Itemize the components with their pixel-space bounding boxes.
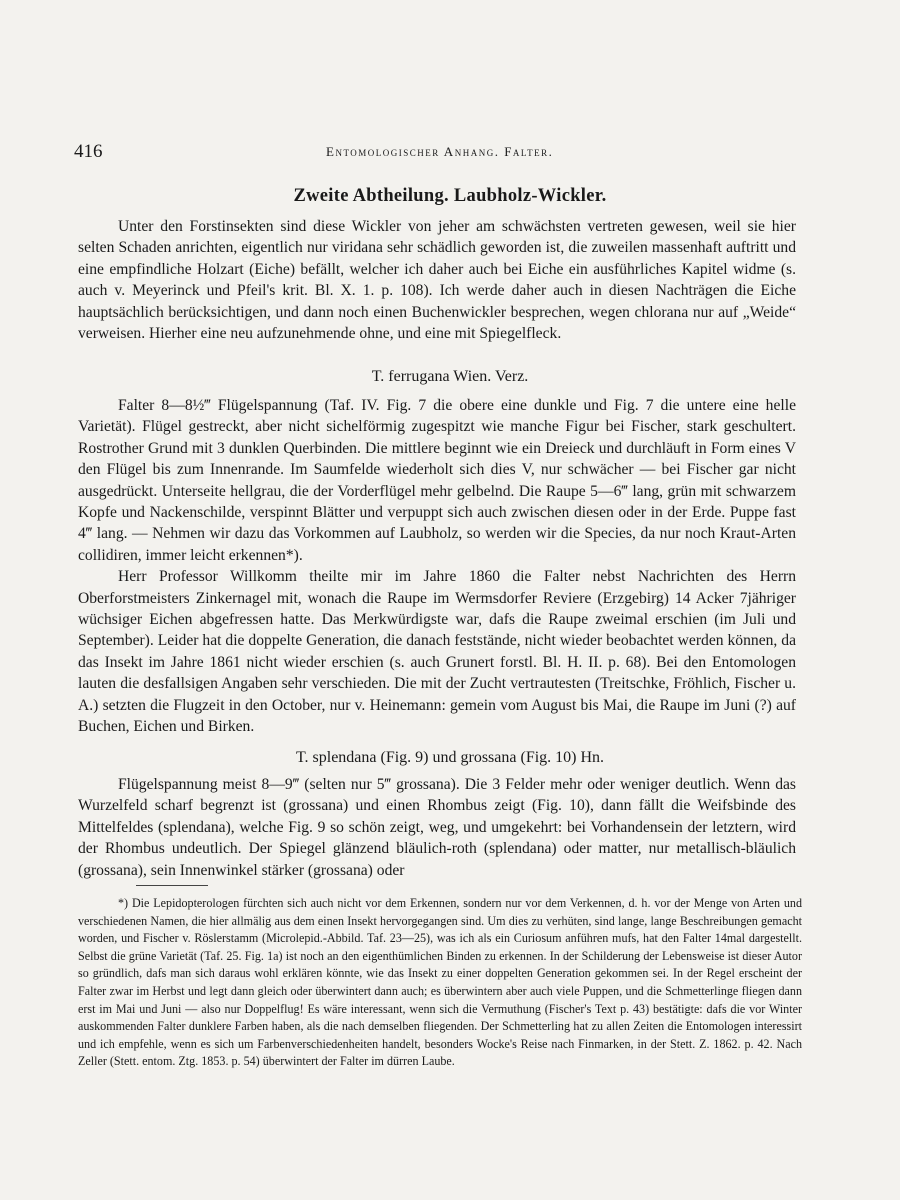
splendana-block [78, 774, 796, 881]
splendana-heading: T. splendana (Fig. 9) und grossana (Fig. 10) Hn. [295, 749, 605, 766]
running-head: Entomologischer Anhang. Falter. [326, 144, 554, 159]
splendana-paragraph-1: Flügelspannung meist 8—9‴ (selten nur 5‴ grossana). Die 3 Felder mehr oder weniger deutlich. Wenn das Wurzelfeld scharf begrenzt ist (grossana) und einen Rhombus zeigt (Fig. 10), dann fällt die Weifsbinde des Mittelfeldes (splendana), welche Fig. 9 so schön zeigt, weg, und umgekehrt: bei Vorhandensein der letztern, wird der Rhombus undeutlich. Der Spiegel glänzend bläulich-roth (splendana) oder matter, nur metallisch-bläulich (grossana), sein Innenwinkel stärker (grossana) oder [78, 776, 796, 879]
footnote [78, 895, 802, 1071]
ferrugana-block [78, 395, 796, 738]
ferrugana-heading: T. ferrugana Wien. Verz. [371, 368, 529, 385]
footnote-text: *) Die Lepidopterologen fürchten sich auch nicht vor dem Erkennen, sondern nur vor dem Verkennen, d. h. vor der Menge von Arten und verschiedenen Namen, die hier allmälig aus dem einen Insekt hervorgegangen sind. Um dies zu verhüten, sind lange, lange Beschreibungen gemacht worden, und Fischer v. Röslerstamm (Microlepid.-Abbild. Taf. 23—25), was ich als ein Curiosum anführen mufs, hat den Falter 14mal dargestellt. Selbst die grüne Varietät (Taf. 25. Fig. 1a) ist noch an den eigenthümlichen Binden zu erkennen. In der Schilderung der Lebensweise ist dieser Autor so gründlich, dafs man sich daraus wohl erklären könnte, wie das Insekt zu einer doppelten Generation gekommen sei. In der Regel erscheint der Falter zwar im Herbst und legt dann gleich oder überwintert dann auch; es überwintern aber auch viele Puppen, und die Schmetterlinge fliegen dann erst im Mai und Juni — also nur Doppelflug! Es wäre interessant, wenn sich die Vermuthung (Fischer's Text p. 43) bestätigte: dafs die vor Winter auskommenden Falter dunklere Farben haben, als die nach demselben fliegenden. Der Schmetterling hat zu allen Zeiten die Entomologen interessirt und ich empfehle, wenn es sich um Farbenverschiedenheiten handelt, besonders Wocke's Reise nach Finmarken, in der Stett. Z. 1862. p. 42. Nach Zeller (Stett. entom. Ztg. 1853. p. 54) überwintert der Falter im dürren Laube. [78, 896, 802, 1069]
footnote-divider [136, 885, 208, 886]
page-header [74, 141, 830, 165]
page-number: 416 [74, 141, 103, 162]
intro-paragraph: Unter den Forstinsekten sind diese Wickler von jeher am schwächsten vertreten gewesen, weil sie hier selten Schaden anrichten, eigentlich nur viridana sehr schädlich geworden ist, die zuweilen massenhaft auftritt und eine empfindliche Holzart (Eiche) befällt, welcher ich daher auch bei Eiche ein ausführliches Kapitel widme (s. auch v. Meyerinck und Pfeil's krit. Bl. X. 1. p. 108). Ich werde daher auch in diesen Nachträgen die Eiche hauptsächlich berücksichtigen, und dann noch einen Buchenwickler besprechen, wegen chlorana nur auf „Weide“ verweisen. Hierher eine neu aufzunehmende ohne, und eine mit Spiegelfleck. [78, 218, 796, 343]
ferrugana-paragraph-1: Falter 8—8½‴ Flügelspannung (Taf. IV. Fig. 7 die obere eine dunkle und Fig. 7 die untere eine helle Varietät). Flügel gestreckt, aber nicht sichelförmig zugespitzt wie manche Figur bei Fischer, stark geschultert. Rostrother Grund mit 3 dunklen Querbinden. Die mittlere beginnt wie ein Dreieck und durchläuft in Form eines V den Flügel bis zum Innenrande. Im Saumfelde wiederholt sich dies V, nur schwächer — bei Fischer gar nicht ausgedrückt. Unterseite hellgrau, die der Vorderflügel mehr gelbelnd. Die Raupe 5—6‴ lang, grün mit schwarzem Kopfe und Nackenschilde, verspinnt Blätter und verpuppt sich auch zwischen diesen oder in der Erde. Puppe fast 4‴ lang. — Nehmen wir dazu das Vorkommen auf Laubholz, so werden wir die Species, da nur noch Kraut-Arten collidiren, immer leicht erkennen*). [78, 397, 796, 564]
section-title: Zweite Abtheilung. Laubholz-Wickler. [293, 186, 607, 206]
ferrugana-paragraph-2: Herr Professor Willkomm theilte mir im Jahre 1860 die Falter nebst Nachrichten des Herrn Oberforstmeisters Zinkernagel mit, wonach die Raupe im Wermsdorfer Reviere (Erzgebirg) 14 Acker 7jähriger wüchsiger Eichen abgefressen hatte. Das Merkwürdigste war, dafs die Raupe zweimal erschien (im Juli und September). Leider hat die doppelte Generation, die danach feststände, nicht wieder beobachtet werden können, da das Insekt im Jahre 1861 nicht wieder erschien (s. auch Grunert forstl. Bl. H. II. p. 68). Bei den Entomologen lauten die desfallsigen Angaben sehr verschieden. Die mit der Zucht vertrautesten (Treitschke, Fröhlich, Fischer u. A.) setzten die Flugzeit in den October, nur v. Heinemann: gemein vom August bis Mai, die Raupe im Juni (?) auf Buchen, Eichen und Birken. [78, 568, 796, 736]
intro-block [78, 216, 796, 344]
